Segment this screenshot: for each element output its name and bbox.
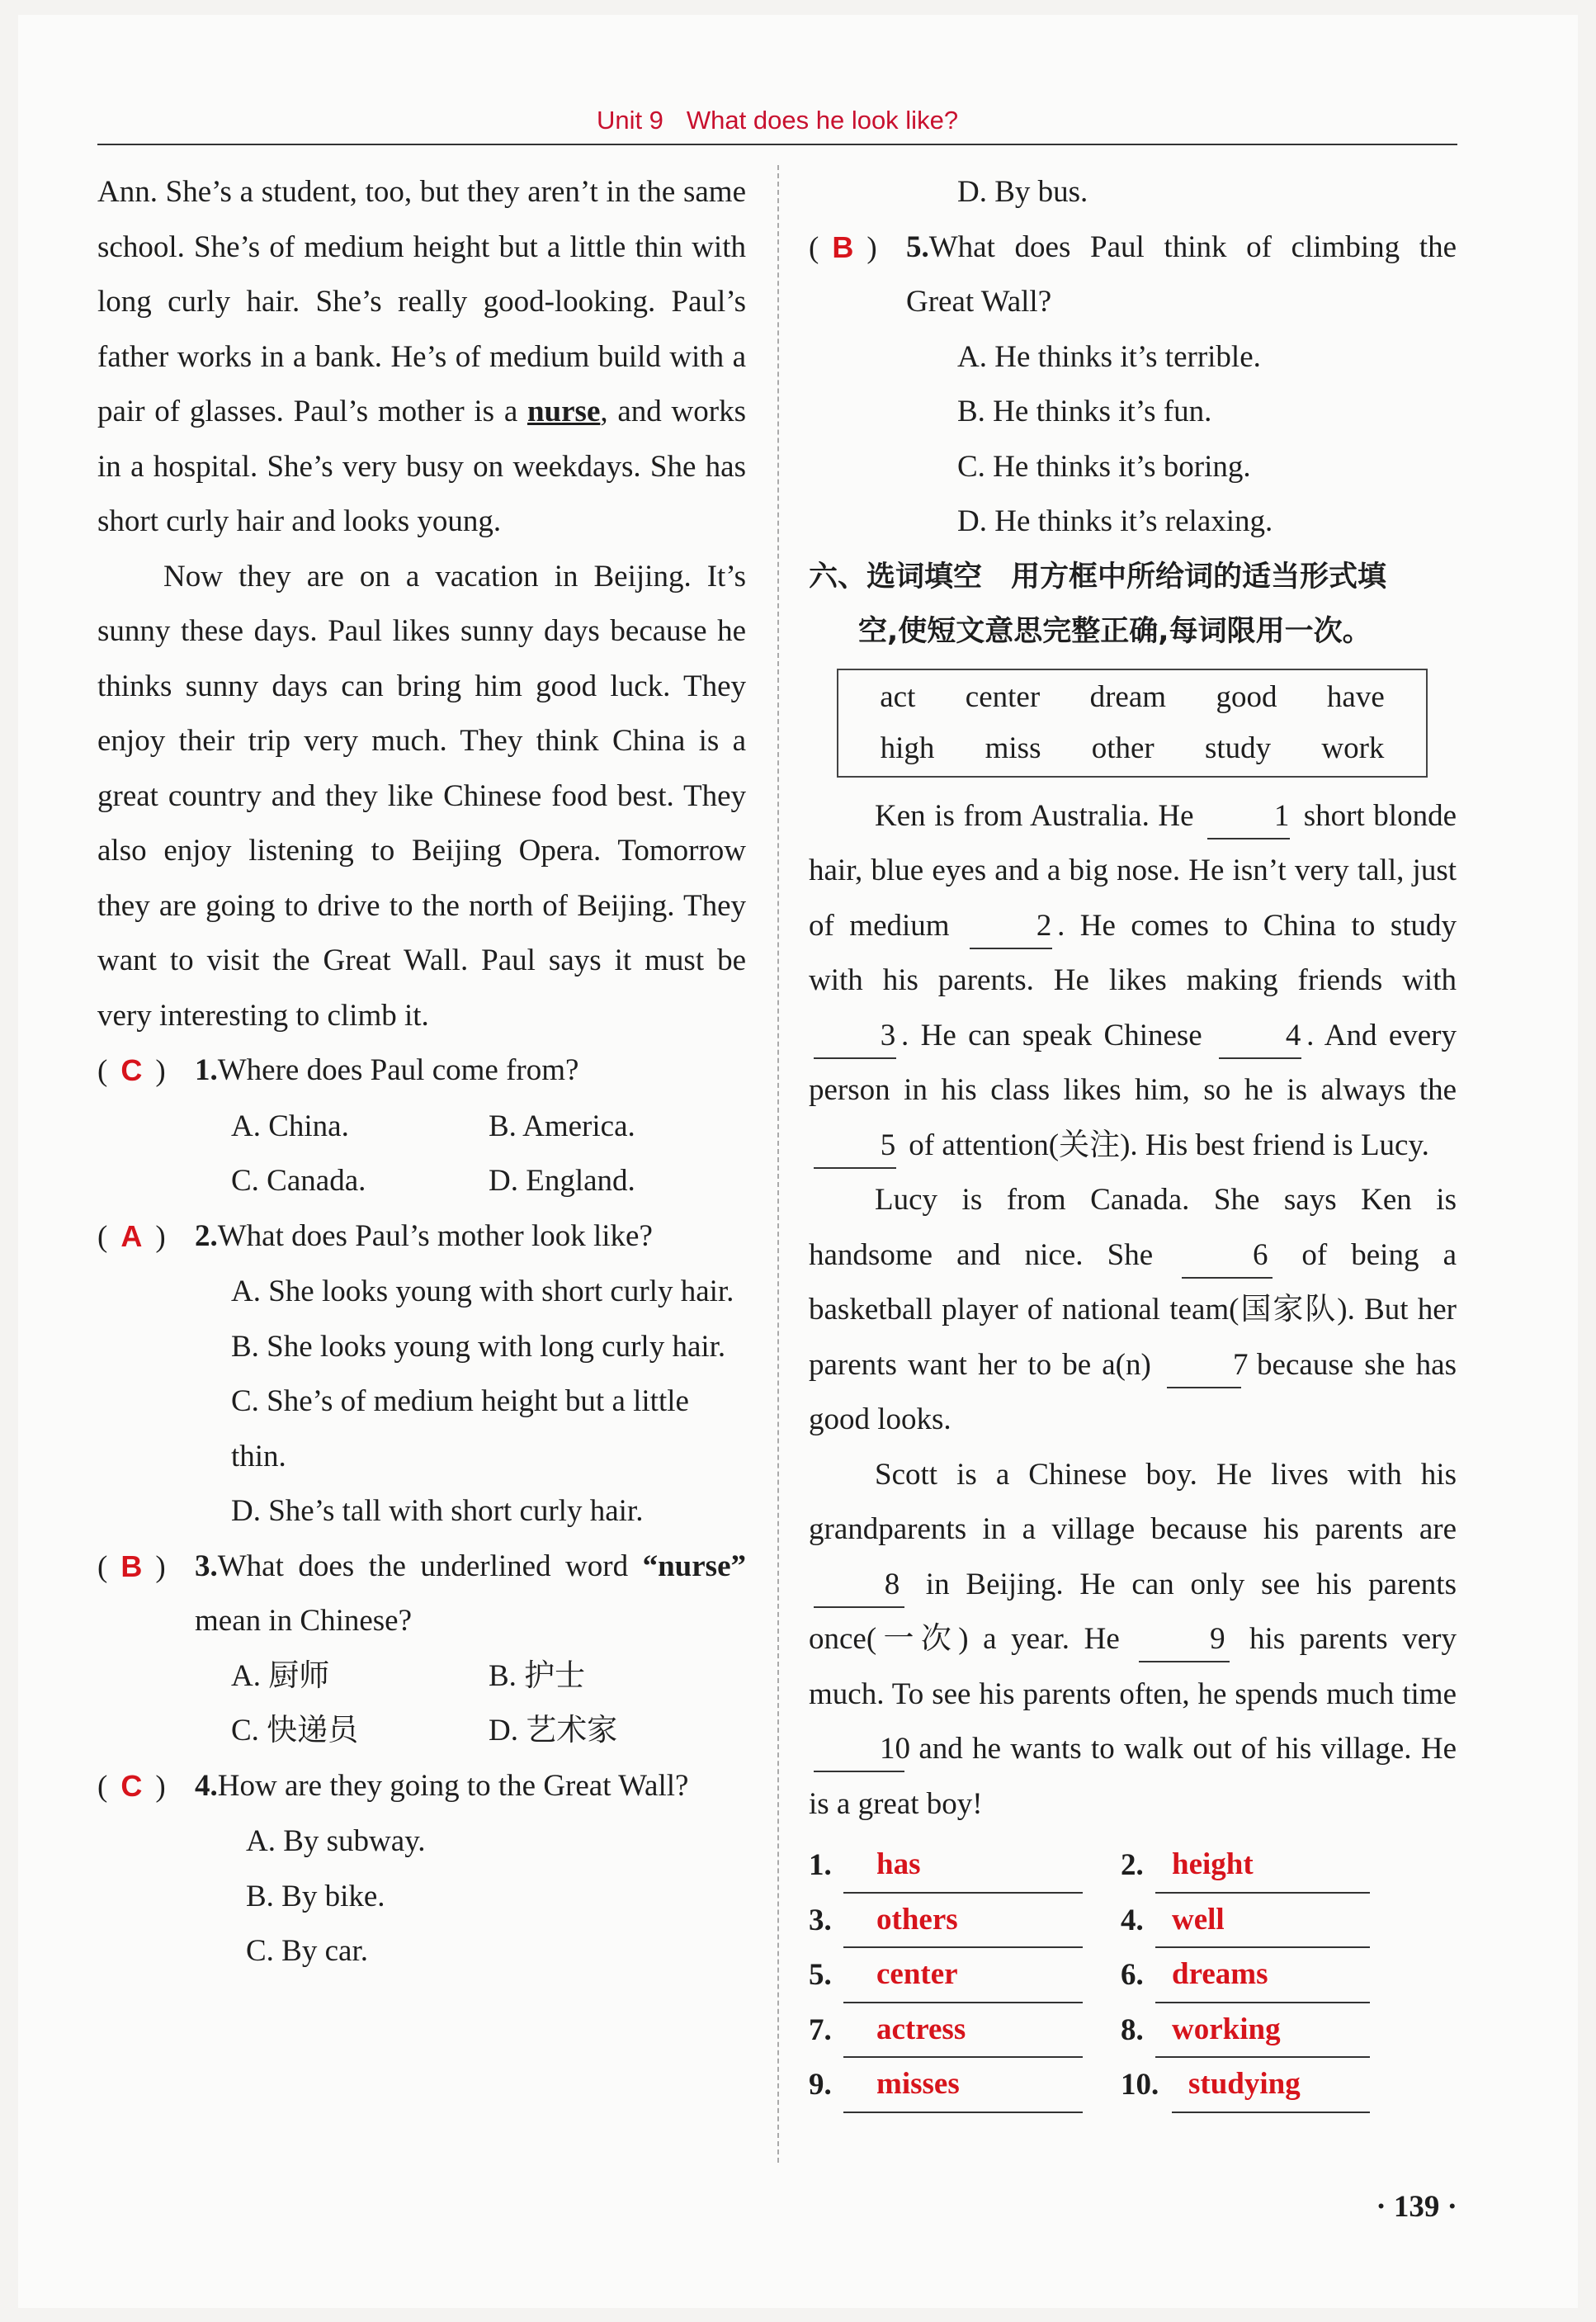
answer-7: actress — [843, 2008, 1083, 2059]
unit-label: Unit 9 — [596, 106, 663, 135]
option-b: B. He thinks it’s fun. — [957, 395, 1212, 428]
blank-8: 8 — [814, 1563, 904, 1608]
blank-7: 7 — [1167, 1344, 1241, 1388]
option-d: D. He thinks it’s relaxing. — [957, 504, 1273, 538]
right-column — [809, 165, 1457, 2113]
option-c: C. She’s of medium height but a little thin. — [231, 1384, 689, 1473]
option-b: B. She looks young with long curly hair. — [231, 1329, 726, 1364]
word: high — [880, 731, 935, 765]
blank-5: 5 — [814, 1124, 896, 1169]
option-c: C. Canada. — [231, 1164, 366, 1198]
option-d: D. England. — [489, 1164, 635, 1198]
option-b: B. America. — [489, 1109, 635, 1143]
blank-3: 3 — [814, 1014, 896, 1059]
answer-mark: C — [120, 1053, 143, 1087]
answer-9: misses — [843, 2063, 1083, 2113]
answer-key: 1. has 2. height 3. others 4. well 5. center 6. dreams 7. actress 8. working 9. misses 10. studying — [809, 1838, 1457, 2113]
section-6-title: 六、选词填空 用方框中所给词的适当形式填 空,使短文意思完整正确,每词限用一次。 — [809, 560, 1387, 648]
option-b: B. By bike. — [246, 1879, 385, 1913]
answer-5: center — [843, 1953, 1083, 2003]
word: center — [965, 679, 1041, 714]
option-a: A. She looks young with short curly hair. — [231, 1274, 734, 1308]
blank-2: 2 — [970, 905, 1052, 949]
word-box — [837, 669, 1428, 778]
option-d: D. 艺术家 — [489, 1714, 618, 1747]
option-a: A. China. — [231, 1109, 349, 1143]
left-column — [97, 165, 746, 1979]
word: work — [1321, 731, 1385, 765]
blank-4: 4 — [1219, 1014, 1301, 1059]
word: act — [880, 679, 916, 714]
unit-title: What does he look like? — [686, 106, 959, 135]
column-divider — [777, 165, 779, 2163]
word: good — [1216, 679, 1277, 714]
question-4: ( C ) 4.How are they going to the Great Wall? A. By subway. B. By bike. C. By car. — [97, 1759, 746, 1979]
answer-2: height — [1155, 1843, 1370, 1894]
option-a: A. He thinks it’s terrible. — [957, 339, 1261, 374]
option-b: B. 护士 — [489, 1658, 586, 1693]
blank-9: 9 — [1139, 1618, 1230, 1662]
blank-1: 1 — [1207, 795, 1290, 839]
option-c: C. He thinks it’s boring. — [957, 449, 1251, 484]
answer-6: dreams — [1155, 1953, 1370, 2003]
answer-mark: A — [120, 1218, 143, 1253]
option-d: D. By bus. — [957, 175, 1088, 209]
blank-10: 10 — [814, 1728, 904, 1772]
answer-mark: C — [120, 1768, 143, 1803]
word: have — [1326, 679, 1385, 714]
question-5: ( B ) 5.What does Paul think of climbing the Great Wall? A. He thinks it’s terrible. B. He thinks it’s fun. C. He thinks it’s boring. D. He thinks it’s relaxing. — [809, 220, 1457, 550]
cloze-paragraph-2: Lucy is from Canada. She says Ken is handsome and nice. She 6 of being a basketball player of national team(国家队). But her parents want her to be a(n) 7 because she has good looks. — [809, 1183, 1457, 1436]
cloze-paragraph-1: Ken is from Australia. He 1 short blonde hair, blue eyes and a big nose. He isn’t very tall, just of medium 2 . He comes to China to study with his parents. He likes making friends with 3 . He can speak Chinese 4 . And every person in his class likes him, so he is always the 5 of attention(关注). His best friend is Lucy. — [809, 789, 1457, 1174]
word: other — [1091, 731, 1155, 765]
option-a: A. 厨师 — [231, 1658, 330, 1693]
option-d: D. She’s tall with short curly hair. — [231, 1494, 644, 1528]
answer-mark: B — [832, 229, 854, 264]
question-2: ( A ) 2.What does Paul’s mother look like? A. She looks young with short curly hair. B. She looks young with long curly hair. C. She’s of medium height but a little thin. D. She’s tall with short curly hair. — [97, 1209, 746, 1539]
passage-paragraph-1: Ann. She’s a student, too, but they aren’t in the same school. She’s of medium height but a little thin with long curly hair. She’s really good-looking. Paul’s father works in a bank. He’s of medium build with a pair of glasses. Paul’s mother is a nurse, and works in a hospital. She’s very busy on weekdays. She has short curly hair and looks young. — [97, 175, 746, 538]
answer-1: has — [843, 1843, 1083, 1894]
page-header — [97, 97, 1457, 145]
option-c: C. 快递员 — [231, 1714, 359, 1747]
cloze-paragraph-3: Scott is a Chinese boy. He lives with his grandparents in a village because his parents are 8 in Beijing. He can only see his parents once(一次) a year. He 9 his parents very much. To see his parents often, he spends much time 10 and he wants to walk out of his village. He is a great boy! — [809, 1457, 1457, 1821]
answer-8: working — [1155, 2008, 1370, 2059]
passage-paragraph-2: Now they are on a vacation in Beijing. It’s sunny these days. Paul likes sunny days because he thinks sunny days can bring him good luck. They enjoy their trip very much. They think China is a great country and they like Chinese food best. They also enjoy listening to Beijing Opera. Tomorrow they are going to drive to the north of Beijing. They want to visit the Great Wall. Paul says it must be very interesting to climb it. — [97, 559, 746, 1033]
answer-mark: B — [120, 1549, 143, 1583]
answer-3: others — [843, 1899, 1083, 1949]
word: study — [1204, 731, 1272, 765]
question-1: ( C ) 1.Where does Paul come from? A. China. B. America. C. Canada. D. England. — [97, 1043, 746, 1209]
option-a: A. By subway. — [246, 1824, 426, 1858]
page-number: · 139 · — [1376, 2190, 1457, 2224]
answer-4: well — [1155, 1899, 1370, 1949]
option-c: C. By car. — [246, 1934, 368, 1968]
question-3: ( B ) 3.What does the underlined word “nurse” mean in Chinese? A. 厨师 B. 护士 C. 快递员 D. 艺术家 — [97, 1539, 746, 1759]
word: dream — [1089, 679, 1167, 714]
word: miss — [985, 731, 1041, 765]
answer-10: studying — [1172, 2063, 1370, 2113]
underlined-word-nurse: nurse — [526, 395, 601, 428]
blank-6: 6 — [1182, 1234, 1273, 1279]
